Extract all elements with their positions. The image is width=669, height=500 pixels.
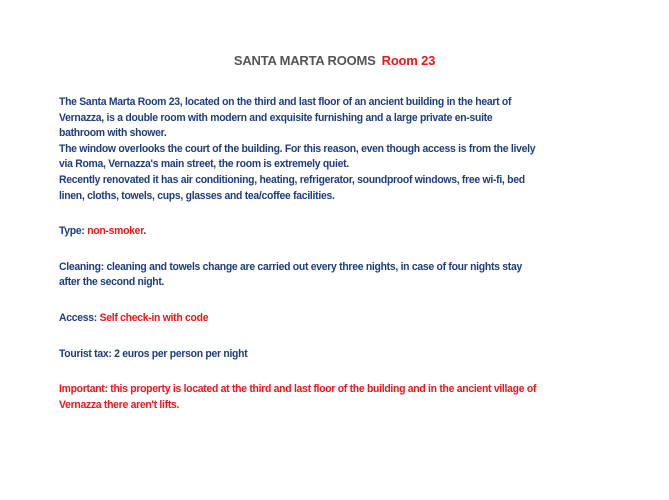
access-value: Self check-in with code (99, 311, 209, 324)
room-details (59, 95, 580, 413)
type-value: non-smoker (87, 225, 144, 238)
description-line: via Roma, Vernazza's main street, the room is extremely quiet. (59, 158, 349, 171)
description-paragraph (59, 95, 580, 204)
description-line: The window overlooks the court of the building. For this reason, even though access is from the lively (59, 142, 536, 155)
description-line: Vernazza, is a double room with modern and exquisite furnishing and a large private en-suite (59, 111, 493, 124)
page-title (0, 53, 669, 68)
description-line: bathroom with shower. (59, 127, 167, 140)
room-name: Room 23 (381, 53, 436, 68)
brand-name: SANTA MARTA ROOMS (233, 53, 376, 68)
tourist-tax-paragraph (59, 347, 580, 363)
important-notice (59, 382, 580, 413)
cleaning-line: after the second night. (59, 276, 165, 289)
description-line: Recently renovated it has air conditioning, heating, refrigerator, soundproof windows, free wi-fi, bed (59, 173, 525, 186)
type-paragraph (59, 224, 580, 240)
type-suffix: . (143, 225, 147, 238)
description-line: The Santa Marta Room 23, located on the third and last floor of an ancient building in the heart of (59, 96, 512, 108)
important-line: Important: this property is located at the third and last floor of the building and in the ancient village of (59, 383, 537, 396)
access-paragraph (59, 311, 580, 327)
tourist-tax-text: Tourist tax: 2 euros per person per night (59, 347, 248, 360)
cleaning-paragraph (59, 260, 580, 291)
description-line: linen, cloths, towels, cups, glasses and tea/coffee facilities. (59, 189, 335, 202)
access-label: Access: (59, 311, 100, 324)
cleaning-line: Cleaning: cleaning and towels change are carried out every three nights, in case of four nights stay (59, 260, 522, 273)
type-label: Type: (59, 225, 88, 238)
important-line: Vernazza there aren't lifts. (59, 398, 180, 411)
